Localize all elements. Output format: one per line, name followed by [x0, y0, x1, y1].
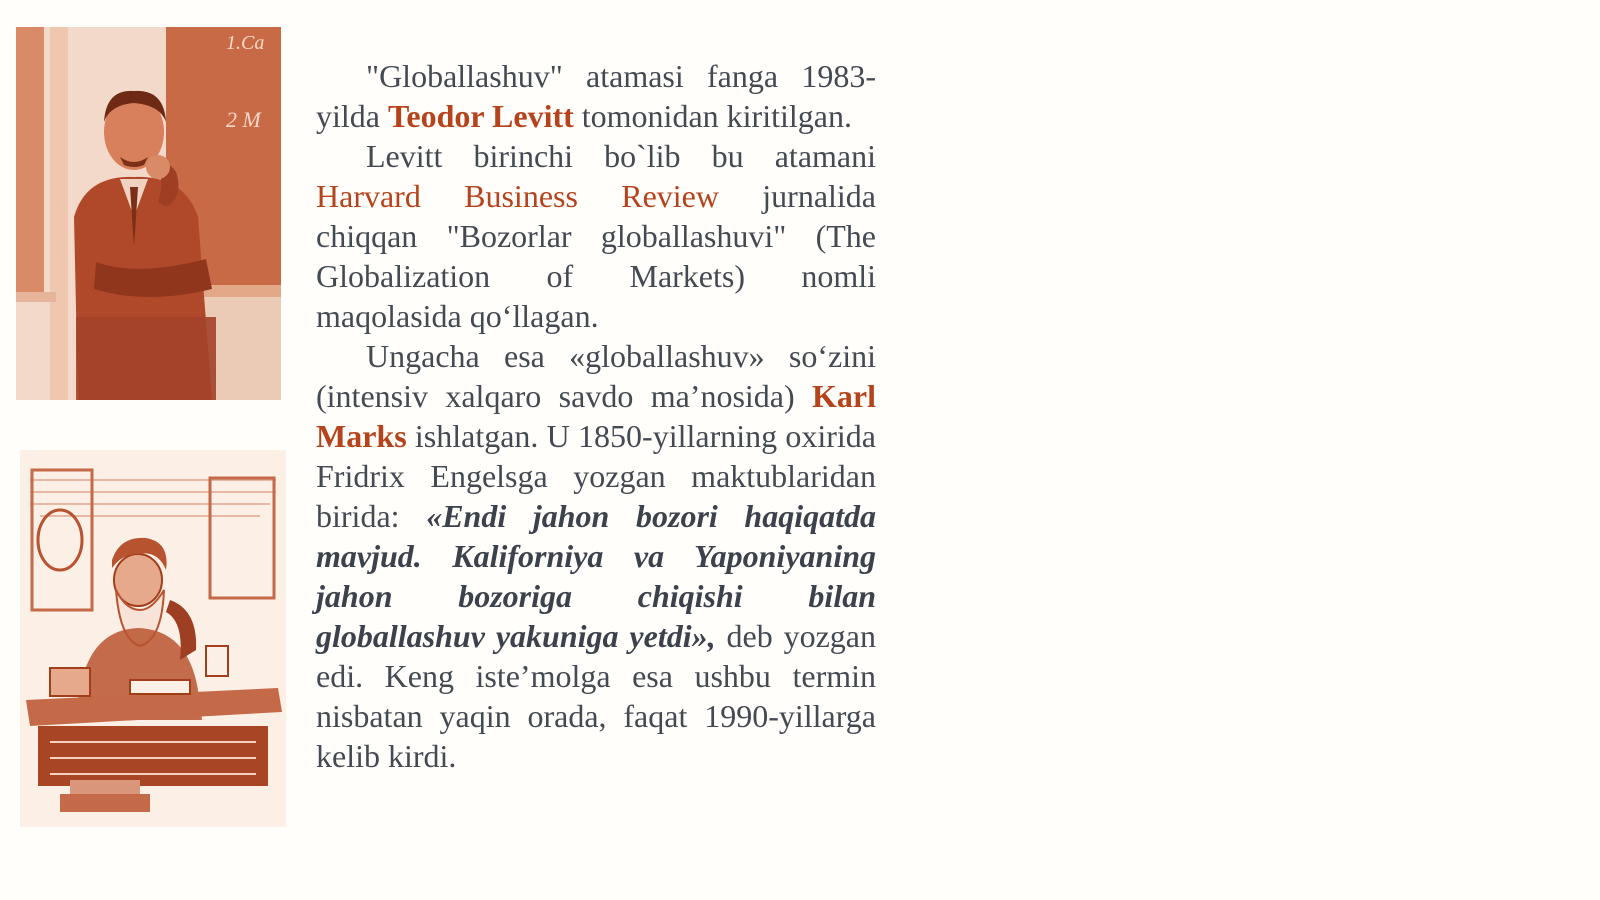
marks-quote: «Endi jahon bozori haqiqatda mavjud. Kaliforniya va Yaponiyaning jahon bozoriga chiqishi bilan globallashuv yakuniga yetdi»,: [316, 498, 877, 654]
levitt-portrait-image: [16, 27, 281, 400]
paragraph-levitt-intro: [316, 56, 876, 136]
harvard-business-review-title: Harvard Business Review: [316, 178, 719, 214]
engraving-illustration-icon: [20, 450, 286, 827]
text-run: jurnalida chiqqan "Bozorlar globallashuvi" (The Globalization of Markets) nomli maqolasida qo‘llagan.: [316, 178, 876, 334]
teodor-levitt-name: Teodor Levitt: [387, 98, 574, 134]
marx-engraving-image: [20, 450, 286, 827]
text-run: tomonidan kiritilgan.: [573, 98, 852, 134]
text-run: Ungacha esa «globallashuv» so‘zini (intensiv xalqaro savdo ma’nosida): [316, 338, 876, 414]
paragraph-karl-marks: [316, 336, 876, 776]
text-run: "Globallashuv" atamasi fanga 1983-yilda: [316, 58, 876, 134]
text-run: Levitt birinchi bo`lib bu atamani: [366, 138, 876, 174]
karl-marks-name: Karl Marks: [316, 378, 876, 454]
paragraph-harvard-review: [316, 136, 876, 336]
portrait-photo-icon: [16, 27, 281, 400]
svg-text:1.Ca: 1.Ca: [226, 32, 265, 54]
svg-text:2 M: 2 M: [226, 107, 261, 132]
text-run: deb yozgan edi. Keng iste’molga esa ushbu termin nisbatan yaqin orada, faqat 1990-yillarga kelib kirdi.: [316, 618, 876, 774]
text-run: ishlatgan. U 1850-yillarning oxirida Fridrix Engelsga yozgan maktublaridan birida:: [316, 418, 876, 534]
article-text: [316, 56, 876, 776]
